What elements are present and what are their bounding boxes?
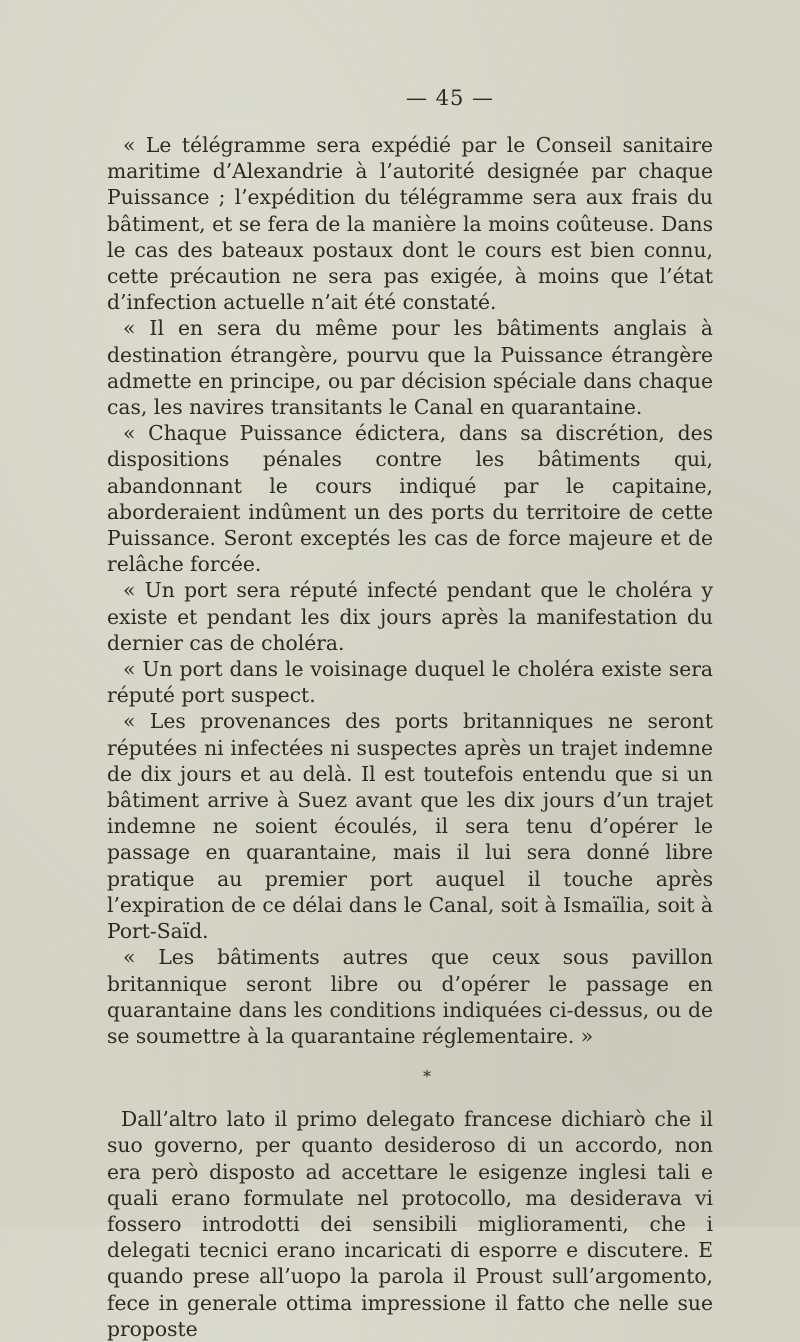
paragraph-dispositions-penales: « Chaque Puissance édictera, dans sa discrétion, des dispositions pénales contre les bâtiments qui, abandonnant le cours indiqué par le capitaine, aborderaient indûment un des ports du territoire de cette Puissance. Seront exceptés les cas de force majeure et de relâche forcée. <box>107 421 713 577</box>
paragraph-provenances-britanniques: « Les provenances des ports britanniques ne seront réputées ni infectées ni suspectes après un trajet indemne de dix jours et au delà. Il est toutefois entendu que si un bâtiment arrive à Suez avant que les dix jours d’un trajet indemne ne soient écoulés, il sera tenu d’opérer le passage en quarantaine, mais il lui sera donné libre pratique au premier port auquel il touche après l’expiration de ce délai dans le Canal, soit à Ismaïlia, soit à Port-Saïd. <box>107 709 714 944</box>
section-break-asterisk: * <box>423 1067 431 1087</box>
paragraph-italian: Dall’altro lato il primo delegato francese dichiarò che il suo governo, per quanto desideroso di un accordo, non era però disposto ad accettare le esigenze inglesi tali e quali erano formulate nel protocollo, ma desiderava vi fossero introdotti dei sensibili miglioramenti, che i delegati tecnici erano incaricati di esporre e discutere. E quando prese all’uopo la parola il Proust sull’argomento, fece in generale ottima impressione il fatto che nelle sue proposte <box>107 1107 713 1341</box>
page-number: — 45 — <box>405 86 495 110</box>
paragraph-port-suspect: « Un port dans le voisinage duquel le choléra existe sera réputé port suspect. <box>107 657 713 708</box>
paragraph-batiments-anglais: « Il en sera du même pour les bâtiments anglais à destination étrangère, pourvu que la Puissance étrangère admette en principe, ou par décision spéciale dans chaque cas, les navires transitants le Canal en quarantaine. <box>107 316 713 420</box>
paragraph-telegramme: « Le télégramme sera expédié par le Conseil sanitaire maritime d’Alexandrie à l’autorité designée par chaque Puissance ; l’expédition du télégramme sera aux frais du bâtiment, et se fera de la manière la moins coûteuse. Dans le cas des bateaux postaux dont le cours est bien connu, cette précaution ne sera pas exigée, à moins que l’état d’infection actuelle n’ait été constaté. <box>107 133 713 315</box>
paragraph-port-infecte: « Un port sera réputé infecté pendant que le choléra y existe et pendant les dix jours après la manifestation du dernier cas de choléra. <box>107 578 713 655</box>
paragraph-batiments-autres: « Les bâtiments autres que ceux sous pavillon britannique seront libre ou d’opérer le passage en quarantaine dans les conditions indiquées ci-dessus, ou de se soumettre à la quarantaine réglementaire. » <box>107 945 713 1048</box>
document-page <box>107 86 713 1342</box>
